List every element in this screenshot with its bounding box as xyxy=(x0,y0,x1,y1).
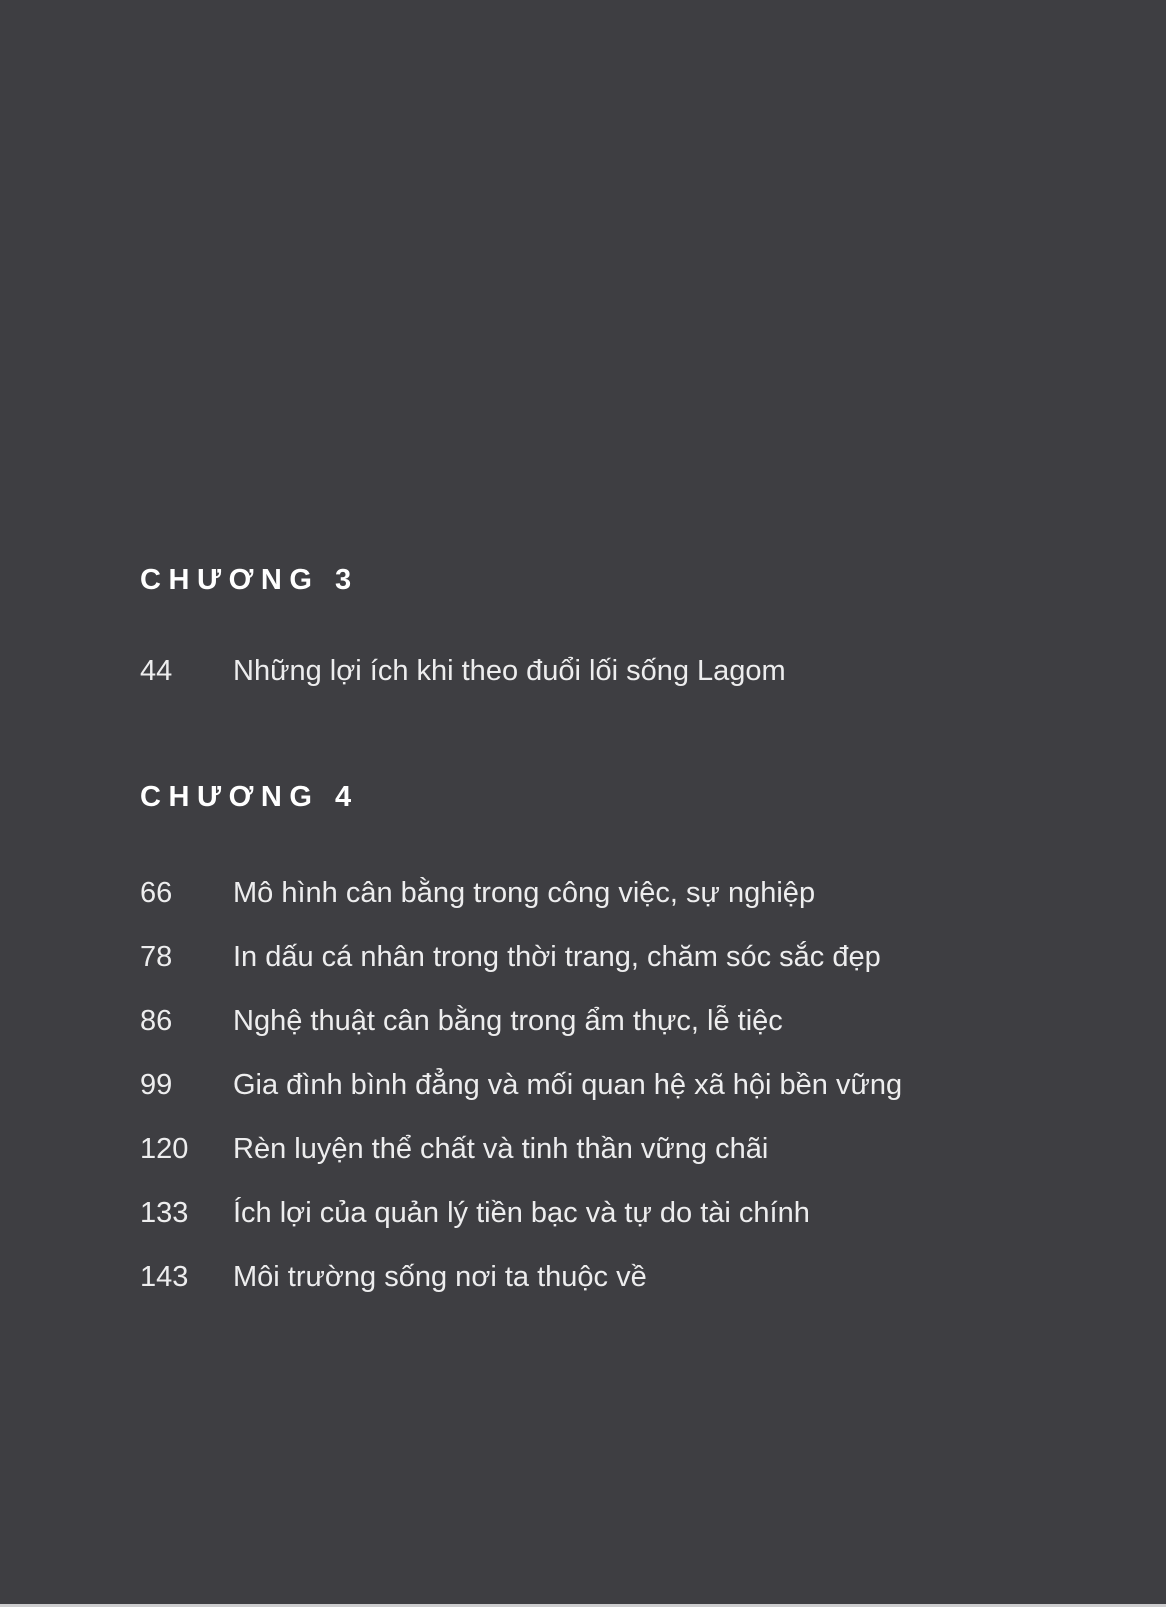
chapter-entry-title: Những lợi ích khi theo đuổi lối sống Lagom xyxy=(233,655,786,687)
toc-row xyxy=(140,1069,1100,1101)
chapter-3-heading: CHƯƠNG 3 xyxy=(140,564,359,596)
page-number: 66 xyxy=(140,877,173,909)
page-number: 120 xyxy=(140,1133,189,1165)
chapter-entry-title: Rèn luyện thể chất và tinh thần vững chãi xyxy=(233,1133,769,1165)
chapter-entry-title: Ích lợi của quản lý tiền bạc và tự do tài chính xyxy=(233,1197,810,1229)
chapter-4-heading: CHƯƠNG 4 xyxy=(140,781,359,813)
chapter-entry-title: Môi trường sống nơi ta thuộc về xyxy=(233,1261,647,1293)
toc-row xyxy=(140,1197,1100,1229)
chapter-entry-title: Nghệ thuật cân bằng trong ẩm thực, lễ tiệc xyxy=(233,1005,783,1037)
page-number: 78 xyxy=(140,941,173,973)
toc-row xyxy=(140,655,1100,687)
page-number: 99 xyxy=(140,1069,173,1101)
page-number: 44 xyxy=(140,655,173,687)
chapter-entry-title: Gia đình bình đẳng và mối quan hệ xã hội bền vững xyxy=(233,1069,903,1101)
page-number: 133 xyxy=(140,1197,189,1229)
chapter-entry-title: In dấu cá nhân trong thời trang, chăm sóc sắc đẹp xyxy=(233,941,881,973)
toc-row xyxy=(140,941,1100,973)
chapter-entry-title: Mô hình cân bằng trong công việc, sự nghiệp xyxy=(233,877,816,909)
toc-content xyxy=(140,0,1100,1293)
page-number: 143 xyxy=(140,1261,189,1293)
page-number: 86 xyxy=(140,1005,173,1037)
toc-row xyxy=(140,1261,1100,1293)
toc-row xyxy=(140,877,1100,909)
toc-row xyxy=(140,1133,1100,1165)
toc-row xyxy=(140,1005,1100,1037)
